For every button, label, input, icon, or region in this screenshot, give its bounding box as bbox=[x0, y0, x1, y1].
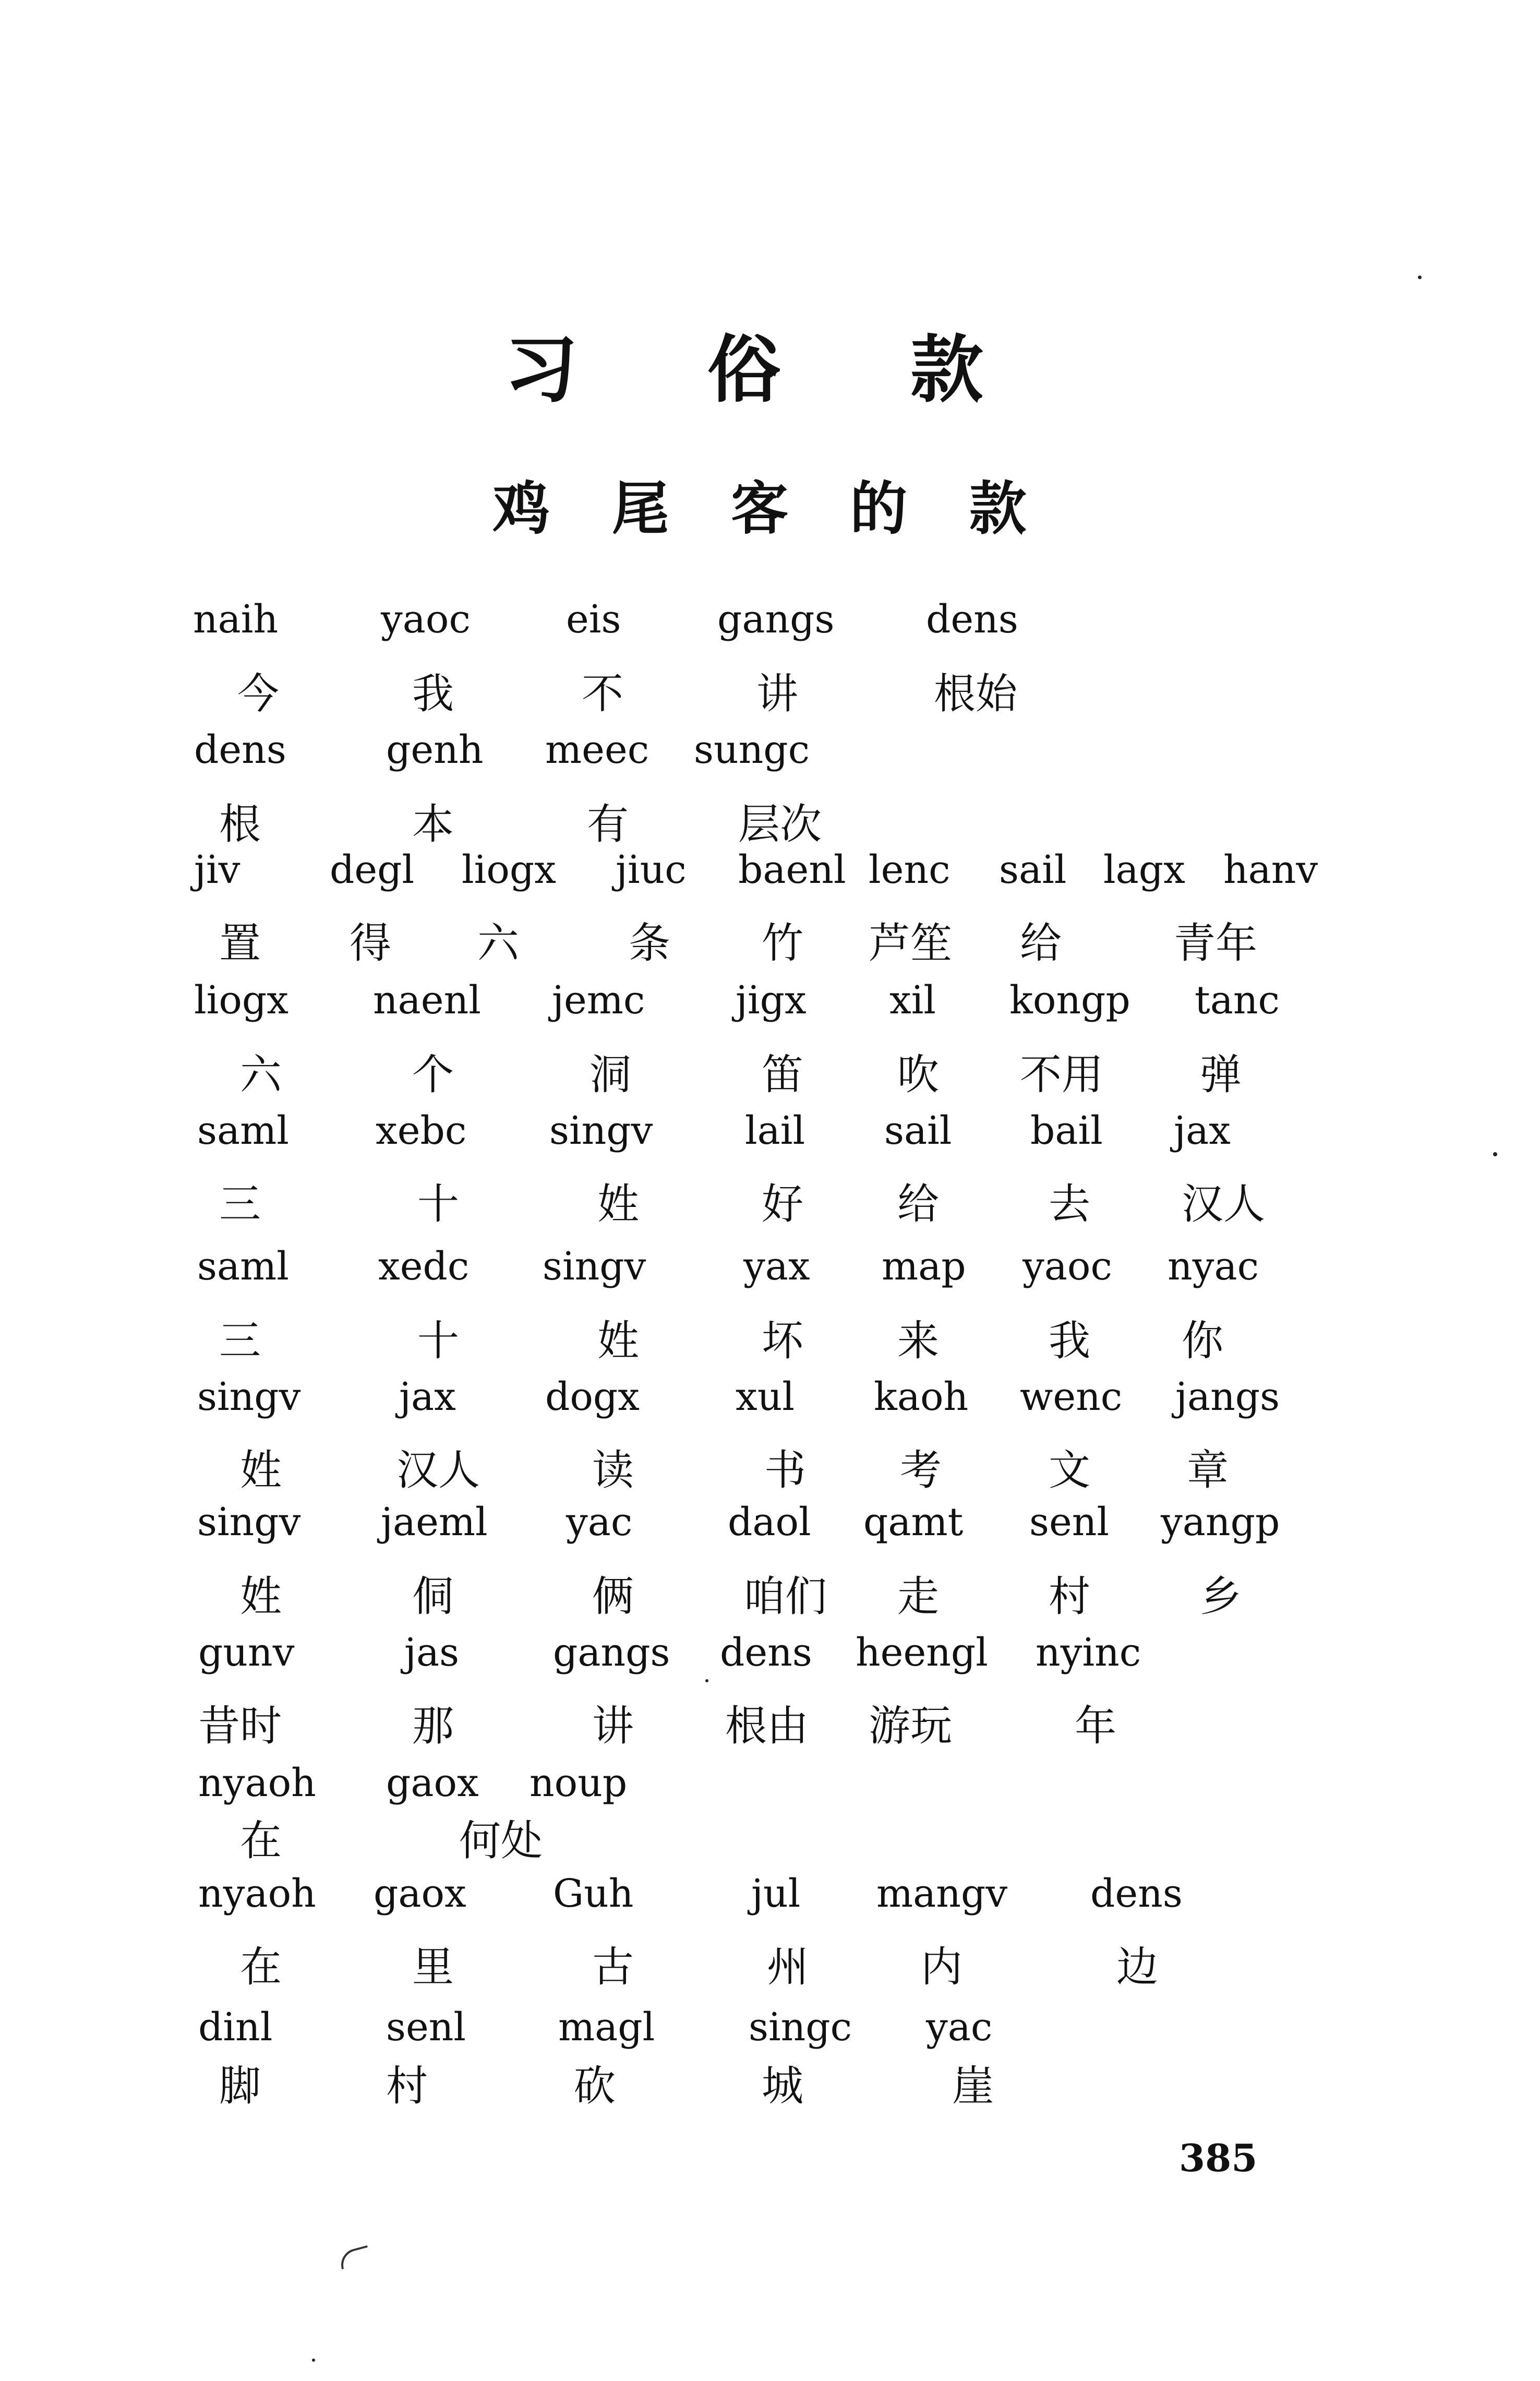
romanized-word: map bbox=[882, 1244, 966, 1289]
romanized-word: gangs bbox=[553, 1630, 670, 1675]
romanized-word: dens bbox=[720, 1630, 812, 1675]
chinese-gloss: 三 bbox=[219, 1180, 261, 1228]
romanized-word: dens bbox=[194, 727, 286, 772]
romanized-word: naenl bbox=[373, 978, 481, 1023]
romanized-word: gunv bbox=[198, 1630, 295, 1675]
chinese-gloss: 读 bbox=[592, 1446, 634, 1494]
romanized-word: nyac bbox=[1168, 1244, 1259, 1289]
chinese-gloss: 置 bbox=[219, 919, 261, 967]
romanized-word: jangs bbox=[1175, 1374, 1280, 1419]
romanized-word: nyaoh bbox=[198, 1761, 316, 1805]
chinese-gloss: 游玩 bbox=[869, 1702, 952, 1750]
romanized-word: gangs bbox=[717, 597, 835, 642]
romanized-word: singv bbox=[197, 1500, 301, 1545]
chinese-gloss: 芦笙 bbox=[869, 919, 952, 967]
chinese-gloss: 条 bbox=[629, 919, 670, 967]
chinese-gloss: 里 bbox=[412, 1943, 454, 1991]
chinese-gloss: 层次 bbox=[738, 800, 822, 848]
romanized-word: singv bbox=[543, 1244, 646, 1289]
chinese-gloss: 去 bbox=[1049, 1180, 1090, 1228]
romanized-word: jul bbox=[751, 1871, 801, 1916]
romanized-word: yac bbox=[926, 2005, 993, 2050]
chinese-gloss: 俩 bbox=[592, 1572, 634, 1621]
chinese-gloss: 侗 bbox=[412, 1572, 454, 1621]
chinese-gloss: 村 bbox=[1049, 1572, 1090, 1621]
chinese-gloss: 根始 bbox=[934, 669, 1017, 718]
romanized-word: gaox bbox=[374, 1871, 466, 1916]
romanized-word: senl bbox=[386, 2005, 466, 2050]
chinese-gloss: 我 bbox=[412, 669, 454, 718]
romanized-word: kaoh bbox=[874, 1374, 969, 1419]
scan-speck bbox=[312, 2359, 315, 2362]
chinese-gloss: 章 bbox=[1187, 1446, 1229, 1494]
chinese-gloss: 昔时 bbox=[198, 1702, 282, 1750]
romanized-word: xedc bbox=[378, 1244, 470, 1289]
romanized-word: xul bbox=[736, 1374, 795, 1419]
chinese-gloss: 不用 bbox=[1020, 1050, 1103, 1099]
chinese-gloss: 村 bbox=[386, 2062, 428, 2110]
romanized-word: jiuc bbox=[616, 847, 687, 892]
chinese-gloss: 今 bbox=[237, 669, 279, 718]
chinese-gloss: 在 bbox=[240, 1816, 282, 1865]
chinese-gloss: 吹 bbox=[897, 1050, 939, 1099]
chinese-gloss: 给 bbox=[1020, 919, 1062, 967]
chinese-gloss: 弹 bbox=[1200, 1050, 1242, 1099]
romanized-word: mangv bbox=[876, 1871, 1008, 1916]
romanized-word: liogx bbox=[462, 847, 556, 892]
scan-speck bbox=[1493, 1152, 1497, 1156]
romanized-word: saml bbox=[197, 1244, 289, 1289]
chinese-gloss: 本 bbox=[412, 800, 454, 848]
scan-speck bbox=[1418, 276, 1422, 279]
romanized-word: sail bbox=[884, 1108, 952, 1153]
chinese-gloss: 你 bbox=[1182, 1317, 1223, 1365]
scan-speck bbox=[705, 1679, 708, 1682]
chinese-gloss: 笛 bbox=[762, 1050, 803, 1099]
chinese-gloss: 坏 bbox=[762, 1317, 803, 1365]
chinese-gloss: 讲 bbox=[592, 1702, 634, 1750]
romanized-word: bail bbox=[1030, 1108, 1103, 1153]
chinese-gloss: 十 bbox=[417, 1317, 459, 1365]
chinese-gloss: 竹 bbox=[762, 919, 803, 967]
chinese-gloss: 得 bbox=[350, 919, 391, 967]
romanized-word: tanc bbox=[1195, 978, 1280, 1023]
chinese-gloss: 砍 bbox=[574, 2062, 616, 2110]
chinese-gloss: 好 bbox=[762, 1180, 803, 1228]
romanized-word: dens bbox=[926, 597, 1018, 642]
romanized-word: singv bbox=[549, 1108, 653, 1153]
romanized-word: yac bbox=[566, 1500, 633, 1545]
romanized-word: baenl bbox=[738, 847, 846, 892]
page-title: 习 俗 款 bbox=[504, 328, 1036, 413]
romanized-word: yaoc bbox=[1022, 1244, 1112, 1289]
chinese-gloss: 姓 bbox=[597, 1317, 639, 1365]
romanized-word: nyaoh bbox=[198, 1871, 316, 1916]
chinese-gloss: 青年 bbox=[1174, 919, 1257, 967]
chinese-gloss: 书 bbox=[764, 1446, 806, 1494]
chinese-gloss: 根 bbox=[219, 800, 261, 848]
romanized-word: magl bbox=[558, 2005, 655, 2050]
chinese-gloss: 三 bbox=[219, 1317, 261, 1365]
page-number: 385 bbox=[1179, 2136, 1258, 2180]
romanized-word: eis bbox=[566, 597, 621, 642]
chinese-gloss: 文 bbox=[1049, 1446, 1090, 1494]
romanized-word: daol bbox=[728, 1500, 811, 1545]
romanized-word: hanv bbox=[1223, 847, 1318, 892]
chinese-gloss: 不 bbox=[582, 669, 623, 718]
romanized-word: jax bbox=[399, 1374, 456, 1419]
chinese-gloss: 年 bbox=[1075, 1702, 1116, 1750]
chinese-gloss: 走 bbox=[897, 1572, 939, 1621]
chinese-gloss: 城 bbox=[762, 2062, 803, 2110]
romanized-word: yax bbox=[743, 1244, 810, 1289]
chinese-gloss: 脚 bbox=[219, 2062, 261, 2110]
romanized-word: naih bbox=[193, 597, 279, 642]
romanized-word: noup bbox=[530, 1761, 628, 1805]
romanized-word: yangp bbox=[1161, 1500, 1280, 1545]
romanized-word: xil bbox=[889, 978, 936, 1023]
chinese-gloss: 六 bbox=[240, 1050, 282, 1099]
chinese-gloss: 汉人 bbox=[1182, 1180, 1265, 1228]
romanized-word: dinl bbox=[198, 2005, 273, 2050]
romanized-word: qamt bbox=[863, 1500, 964, 1545]
romanized-word: lagx bbox=[1103, 847, 1185, 892]
chinese-gloss: 边 bbox=[1116, 1943, 1158, 1991]
romanized-word: gaox bbox=[386, 1761, 479, 1805]
romanized-word: jiv bbox=[194, 847, 240, 892]
romanized-word: nyinc bbox=[1036, 1630, 1141, 1675]
chinese-gloss: 姓 bbox=[240, 1572, 282, 1621]
romanized-word: lenc bbox=[869, 847, 951, 892]
chinese-gloss: 汉人 bbox=[396, 1446, 480, 1494]
chinese-gloss: 个 bbox=[412, 1050, 454, 1099]
romanized-word: jigx bbox=[736, 978, 807, 1023]
scan-mark bbox=[338, 2245, 371, 2269]
romanized-word: heengl bbox=[856, 1630, 988, 1675]
romanized-word: senl bbox=[1029, 1500, 1110, 1545]
romanized-word: jemc bbox=[552, 978, 645, 1023]
chinese-gloss: 在 bbox=[240, 1943, 282, 1991]
romanized-word: kongp bbox=[1009, 978, 1130, 1023]
chinese-gloss: 考 bbox=[900, 1446, 942, 1494]
romanized-word: lail bbox=[745, 1108, 805, 1153]
chinese-gloss: 州 bbox=[767, 1943, 809, 1991]
chinese-gloss: 何处 bbox=[459, 1816, 543, 1865]
chinese-gloss: 来 bbox=[897, 1317, 939, 1365]
romanized-word: singv bbox=[197, 1374, 301, 1419]
romanized-word: xebc bbox=[376, 1108, 467, 1153]
chinese-gloss: 乡 bbox=[1200, 1572, 1242, 1621]
romanized-word: genh bbox=[386, 727, 484, 772]
chinese-gloss: 六 bbox=[477, 919, 519, 967]
chinese-gloss: 内 bbox=[921, 1943, 962, 1991]
chinese-gloss: 根由 bbox=[725, 1702, 809, 1750]
romanized-word: sail bbox=[999, 847, 1067, 892]
chinese-gloss: 咱们 bbox=[743, 1572, 827, 1621]
romanized-word: sungc bbox=[694, 727, 810, 772]
chinese-gloss: 我 bbox=[1049, 1317, 1090, 1365]
romanized-word: jas bbox=[404, 1630, 460, 1675]
romanized-word: wenc bbox=[1020, 1374, 1123, 1419]
section-subtitle: 鸡 尾 客 的 款 bbox=[492, 475, 1048, 542]
chinese-gloss: 那 bbox=[412, 1702, 454, 1750]
romanized-word: singc bbox=[749, 2005, 852, 2050]
romanized-word: dogx bbox=[545, 1374, 640, 1419]
chinese-gloss: 讲 bbox=[756, 669, 798, 718]
romanized-word: degl bbox=[330, 847, 415, 892]
chinese-gloss: 洞 bbox=[589, 1050, 631, 1099]
chinese-gloss: 古 bbox=[592, 1943, 634, 1991]
chinese-gloss: 姓 bbox=[240, 1446, 282, 1494]
chinese-gloss: 给 bbox=[897, 1180, 939, 1228]
chinese-gloss: 十 bbox=[417, 1180, 459, 1228]
chinese-gloss: 姓 bbox=[597, 1180, 639, 1228]
romanized-word: meec bbox=[545, 727, 649, 772]
romanized-word: liogx bbox=[194, 978, 288, 1023]
chinese-gloss: 崖 bbox=[952, 2062, 994, 2110]
romanized-word: saml bbox=[197, 1108, 289, 1153]
romanized-word: jaeml bbox=[381, 1500, 488, 1545]
romanized-word: dens bbox=[1090, 1871, 1183, 1916]
romanized-word: jax bbox=[1174, 1108, 1231, 1153]
romanized-word: yaoc bbox=[381, 597, 471, 642]
chinese-gloss: 有 bbox=[587, 800, 629, 848]
romanized-word: Guh bbox=[553, 1871, 634, 1916]
